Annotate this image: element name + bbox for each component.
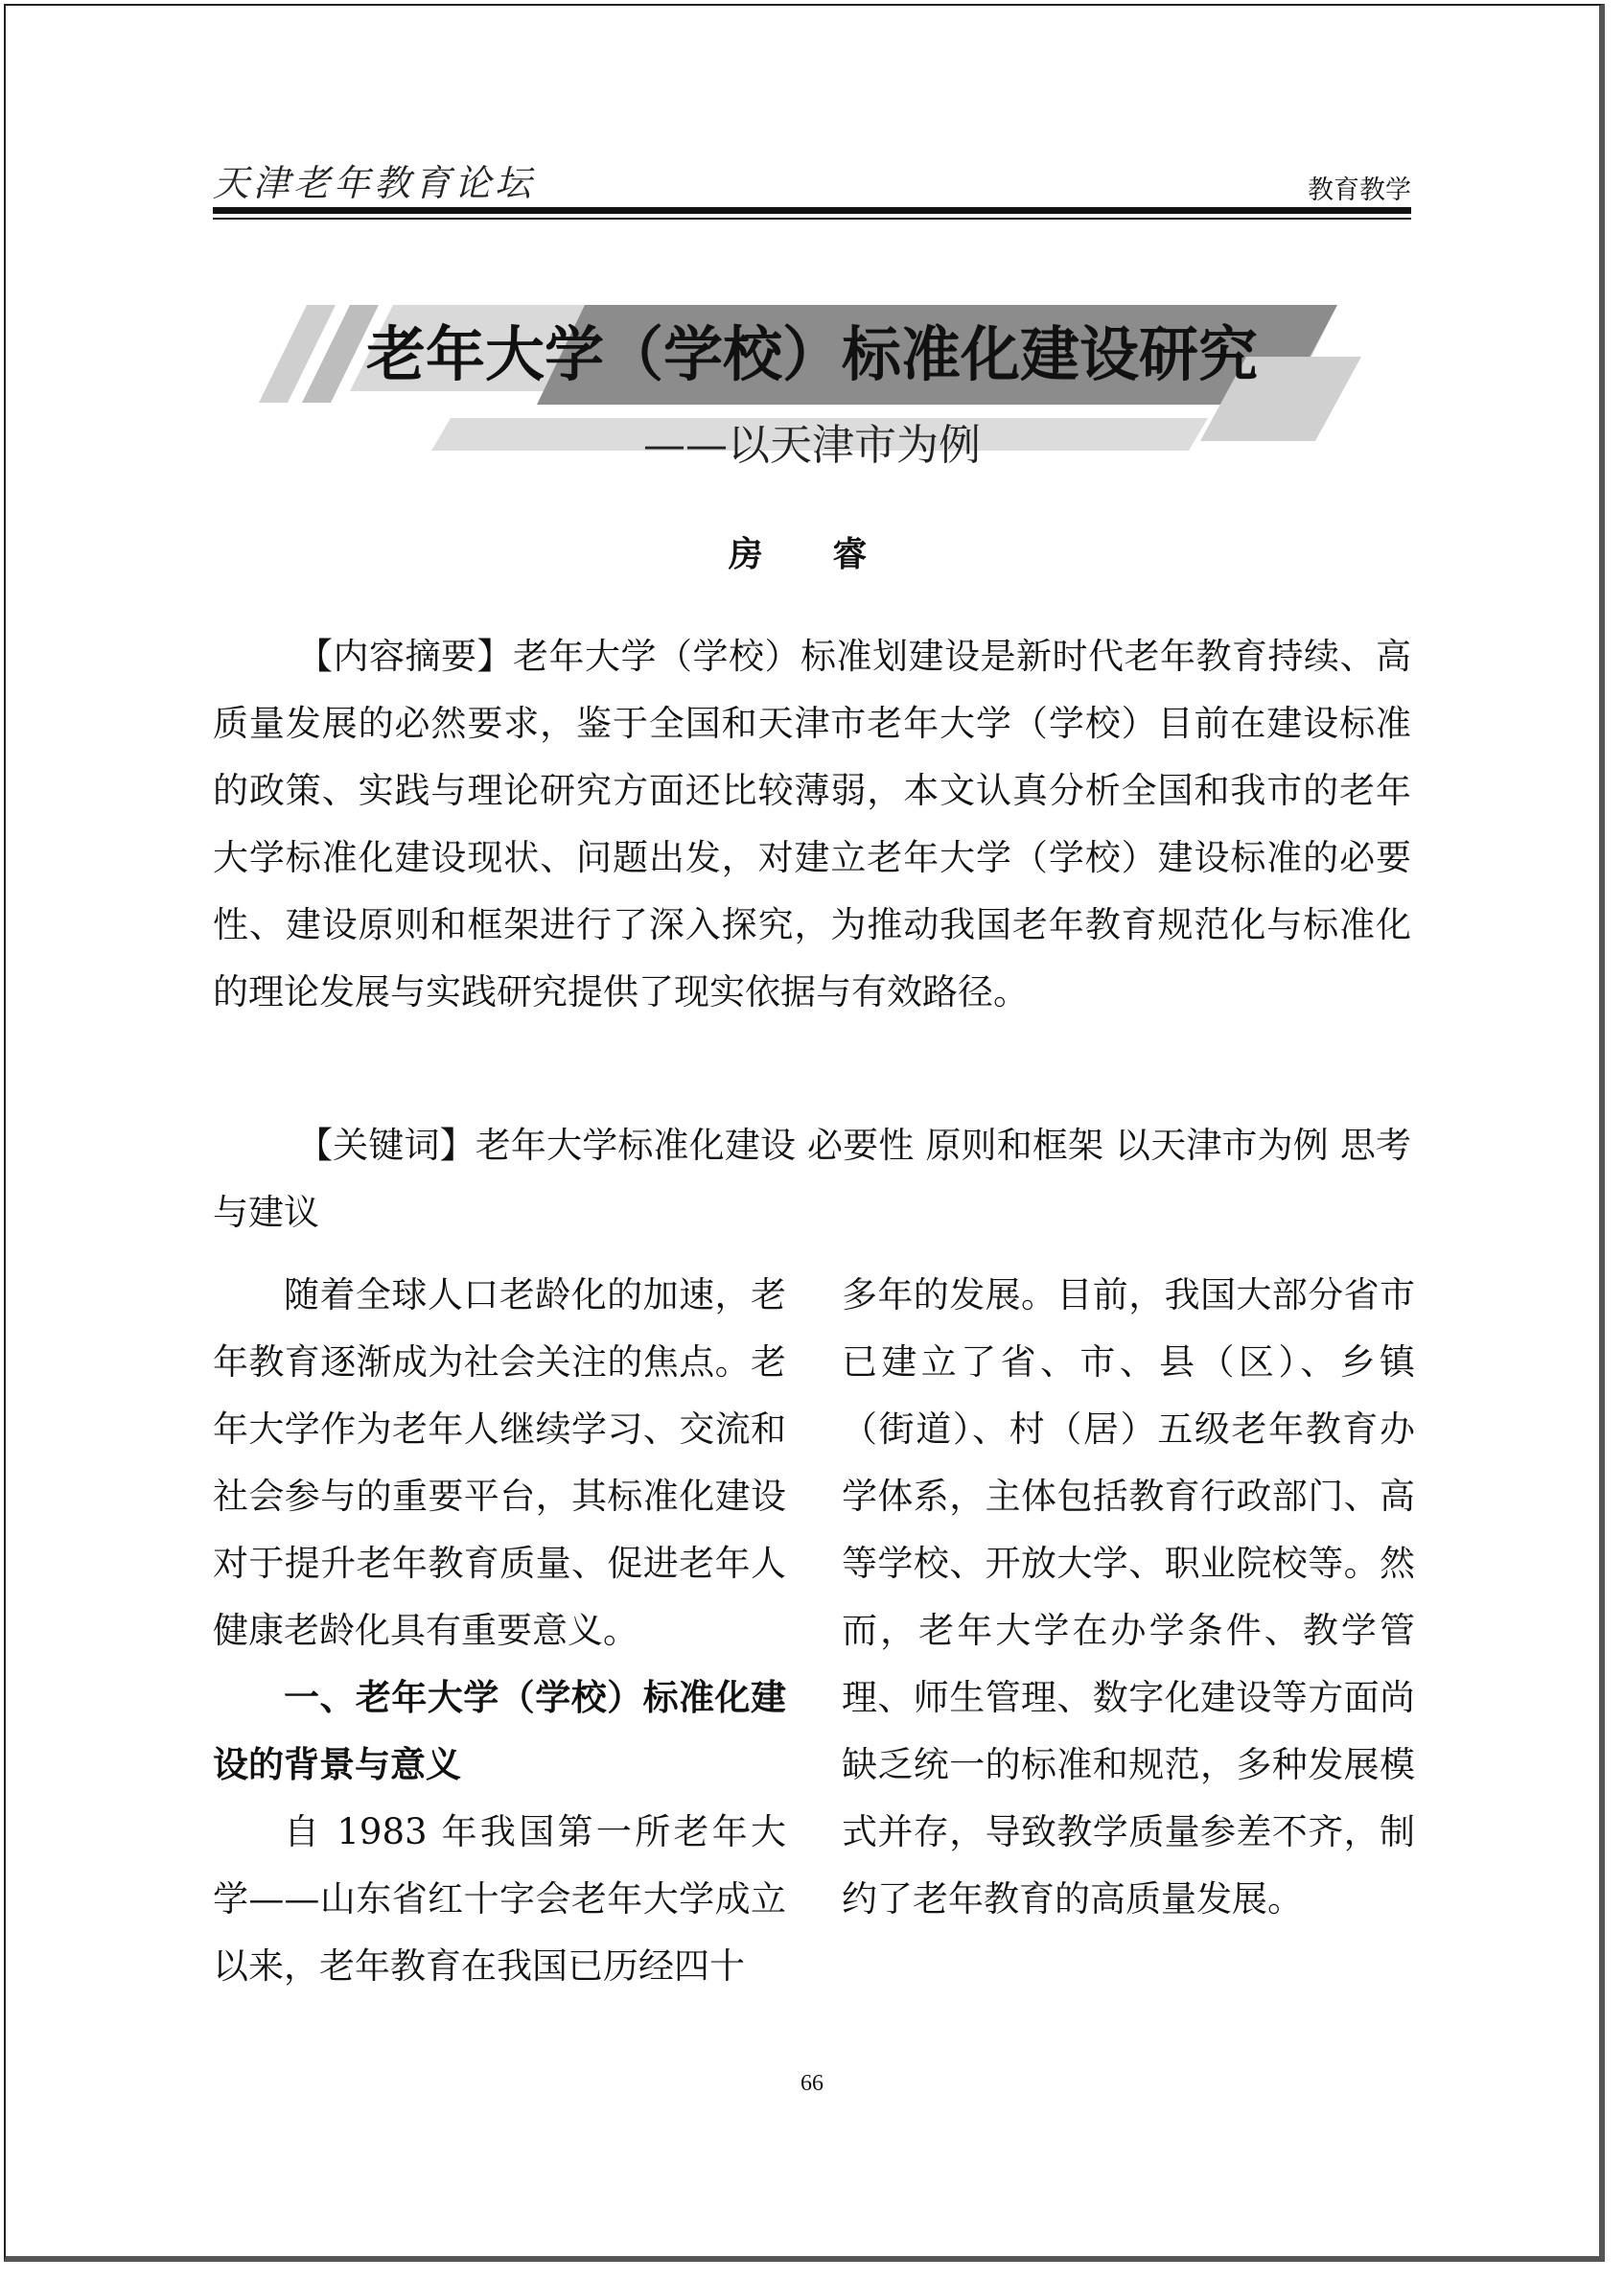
abstract bbox=[213, 623, 1411, 1026]
article-title: 老年大学（学校）标准化建设研究 bbox=[365, 319, 1258, 389]
body-paragraph: 随着全球人口老龄化的加速，老年教育逐渐成为社会关注的焦点。老年大学作为老年人继续学习、交流和社会参与的重要平台，其标准化建设对于提升老年教育质量、促进老年人健康老龄化具有重要意义。 bbox=[213, 1274, 786, 1651]
abstract-label: 【内容摘要】 bbox=[297, 636, 513, 677]
body-paragraph: 多年的发展。目前，我国大部分省市已建立了省、市、县（区）、乡镇（街道）、村（居）五级老年教育办学体系，主体包括教育行政部门、高等学校、开放大学、职业院校等。然而，老年大学在办学条件、教学管理、师生管理、数字化建设等方面尚缺乏统一的标准和规范，多种发展模式并存，导致教学质量参差不齐，制约了老年教育的高质量发展。 bbox=[842, 1274, 1415, 1920]
keywords-label: 【关键词】 bbox=[297, 1125, 476, 1166]
abstract-text: 老年大学（学校）标准划建设是新时代老年教育持续、高质量发展的必然要求，鉴于全国和天津市老年大学（学校）目前在建设标准的政策、实践与理论研究方面还比较薄弱，本文认真分析全国和我市的老年大学标准化建设现状、问题出发，对建立老年大学（学校）建设标准的必要性、建设原则和框架进行了深入探究，为推动我国老年教育规范化与标准化的理论发展与实践研究提供了现实依据与有效路径。 bbox=[213, 636, 1411, 1012]
author-name: 房 睿 bbox=[728, 534, 896, 574]
keywords bbox=[213, 1112, 1411, 1246]
journal-logo: 天津老年教育论坛 bbox=[213, 162, 536, 204]
body-right-column bbox=[842, 1262, 1415, 1933]
body-paragraph: 自 1983 年我国第一所老年大学——山东省红十字会老年大学成立以来，老年教育在我国已历经四十 bbox=[213, 1811, 786, 1987]
body-left-column bbox=[213, 1262, 786, 2000]
keywords-text: 老年大学标准化建设 必要性 原则和框架 以天津市为例 思考与建议 bbox=[213, 1125, 1412, 1233]
section-heading: 一、老年大学（学校）标准化建设的背景与意义 bbox=[213, 1677, 786, 1785]
page-number: 66 bbox=[800, 2071, 824, 2096]
article-subtitle: ——以天津市为例 bbox=[643, 421, 981, 470]
section-label: 教育教学 bbox=[1308, 175, 1411, 204]
